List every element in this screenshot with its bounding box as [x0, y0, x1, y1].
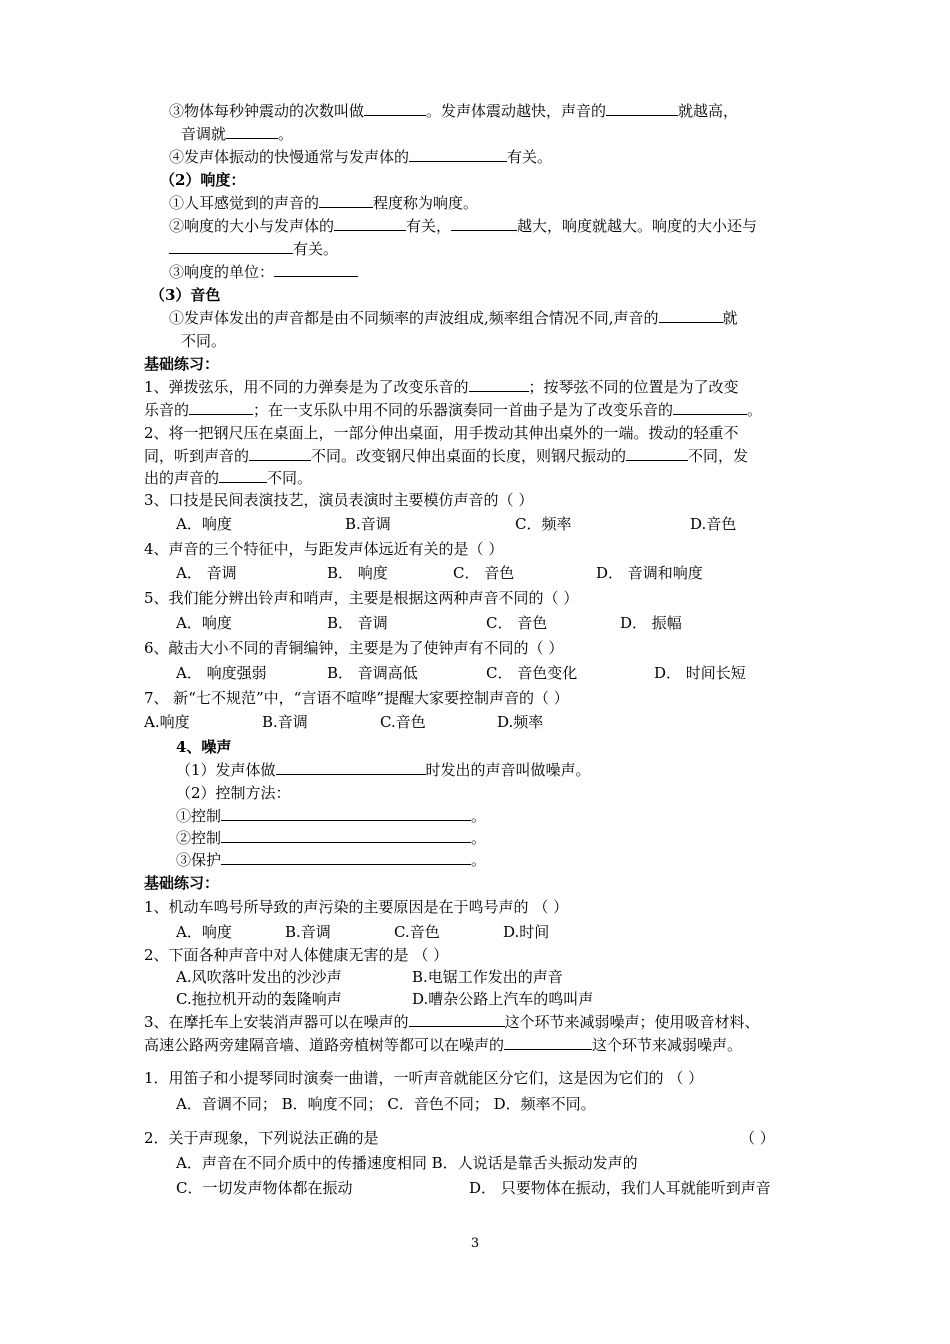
question-3 — [144, 1011, 760, 1033]
blank[interactable] — [334, 215, 406, 231]
timbre-line-1 — [169, 307, 738, 329]
pitch-line-1 — [169, 100, 738, 122]
option[interactable]: D． 只要物体在振动，我们人耳就能听到声音 — [469, 1179, 771, 1197]
blank[interactable] — [626, 445, 688, 461]
noise-control-2 — [176, 827, 486, 849]
blank[interactable] — [409, 146, 507, 162]
text: 3、在摩托车上安装消声器可以在噪声的 — [144, 1013, 409, 1031]
text: （1）发声体做 — [176, 761, 276, 779]
text: 时发出的声音叫做噪声。 — [425, 761, 591, 779]
blank[interactable] — [221, 805, 471, 821]
option[interactable]: A．响度 — [176, 515, 232, 533]
text: 乐音的 — [144, 401, 190, 419]
blank[interactable] — [659, 307, 723, 323]
option[interactable]: B.音调 — [285, 923, 331, 941]
text: 。 — [278, 125, 294, 143]
blank[interactable] — [274, 261, 358, 277]
question-7: 7、 新“七不规范”中，“言语不喧哗”提醒大家要控制声音的（ ） — [144, 689, 569, 707]
option[interactable]: B． 音调 — [327, 614, 388, 632]
text: ①人耳感觉到的声音的 — [169, 194, 320, 212]
exercise-title: 基础练习： — [144, 874, 220, 892]
text: 。 — [747, 401, 763, 419]
text: ①控制 — [176, 807, 222, 825]
text: 越大，响度就越大。响度的大小还与 — [517, 217, 758, 235]
option-row[interactable]: A．音调不同； B．响度不同； C．音色不同； D．频率不同。 — [176, 1095, 596, 1113]
text: 不同，发 — [688, 447, 749, 465]
text: 有关。 — [507, 148, 553, 166]
option[interactable]: D． 时间长短 — [654, 664, 746, 682]
blank[interactable] — [409, 1011, 505, 1027]
blank[interactable] — [469, 376, 529, 392]
loudness-line-4 — [169, 261, 358, 283]
option[interactable]: A． 响度强弱 — [176, 664, 267, 682]
page-number: 3 — [470, 1236, 480, 1251]
question-1 — [144, 376, 739, 398]
text: ②控制 — [176, 829, 222, 847]
pitch-line-3 — [169, 146, 552, 168]
text: 1、弹拨弦乐，用不同的力弹奏是为了改变乐音的 — [144, 378, 469, 396]
blank[interactable] — [221, 849, 471, 865]
blank[interactable] — [606, 100, 678, 116]
blank[interactable] — [319, 192, 373, 208]
noise-line-2: （2）控制方法： — [176, 784, 291, 802]
option[interactable]: A． 音调 — [176, 564, 237, 582]
text: 高速公路两旁建隔音墙、道路旁植树等都可以在噪声的 — [144, 1036, 505, 1054]
loudness-line-2 — [169, 215, 757, 237]
timbre-line-2: 不同。 — [181, 332, 227, 350]
option[interactable]: C． 音色变化 — [486, 664, 578, 682]
blank[interactable] — [364, 100, 426, 116]
text: 同，听到声音的 — [144, 447, 250, 465]
loudness-line-3 — [169, 238, 338, 260]
option[interactable]: C． 音色 — [486, 614, 548, 632]
question-1: 1．用笛子和小提琴同时演奏一曲谱，一听声音就能区分它们，这是因为它们的 （ ） — [144, 1069, 704, 1087]
blank[interactable] — [226, 123, 278, 139]
text: 这个环节来减弱噪声；使用吸音材料、 — [504, 1013, 760, 1031]
heading-timbre: （3）音色 — [150, 286, 221, 304]
blank[interactable] — [451, 215, 517, 231]
question-2-cont — [144, 445, 748, 467]
question-2: 2、下面各种声音中对人体健康无害的是 （ ） — [144, 946, 449, 964]
blank[interactable] — [221, 827, 471, 843]
text: 有关。 — [293, 240, 339, 258]
text: 不同。 — [267, 469, 313, 487]
text: 这个环节来减弱噪声。 — [592, 1036, 743, 1054]
option[interactable]: A.响度 — [144, 713, 190, 731]
noise-control-1 — [176, 805, 486, 827]
pitch-line-2 — [181, 123, 293, 145]
text: 有关， — [406, 217, 452, 235]
text: ③保护 — [176, 851, 222, 869]
loudness-line-1 — [169, 192, 478, 214]
option[interactable]: C.音色 — [394, 923, 440, 941]
blank[interactable] — [189, 399, 253, 415]
blank[interactable] — [249, 445, 311, 461]
option[interactable]: C.音色 — [380, 713, 426, 731]
text: 程度称为响度。 — [373, 194, 479, 212]
blank[interactable] — [673, 399, 747, 415]
option[interactable]: D.嘈杂公路上汽车的鸣叫声 — [412, 990, 594, 1008]
exercise-title: 基础练习： — [144, 355, 220, 373]
option[interactable]: B.音调 — [262, 713, 308, 731]
blank[interactable] — [169, 238, 293, 254]
blank[interactable] — [276, 759, 426, 775]
text: 。 — [471, 851, 487, 869]
question-5: 5、我们能分辨出铃声和哨声，主要是根据这两种声音不同的（ ） — [144, 589, 579, 607]
question-1: 1、机动车鸣号所导致的声污染的主要原因是在于鸣号声的 （ ） — [144, 898, 569, 916]
text: 。 — [471, 807, 487, 825]
option[interactable]: D． 振幅 — [620, 614, 682, 632]
question-3: 3、口技是民间表演技艺，演员表演时主要模仿声音的（ ） — [144, 491, 534, 509]
text: ④发声体振动的快慢通常与发声体的 — [169, 148, 410, 166]
text: ③响度的单位： — [169, 263, 275, 281]
question-6: 6、敲击大小不同的青铜编钟，主要是为了使钟声有不同的（ ） — [144, 639, 564, 657]
question-2: 2、将一把钢尺压在桌面上，一部分伸出桌面，用手拨动其伸出桌外的一端。拨动的轻重不 — [144, 424, 739, 442]
text: ①发声体发出的声音都是由不同频率的声波组成,频率组合情况不同,声音的 — [169, 309, 659, 327]
text: 音调就 — [181, 125, 227, 143]
option[interactable]: B.电锯工作发出的声音 — [412, 968, 563, 986]
option[interactable]: C． 音色 — [453, 564, 515, 582]
question-2-cont2 — [144, 467, 312, 489]
option[interactable]: A．响度 — [176, 923, 232, 941]
text: ；在一支乐队中用不同的乐器演奏同一首曲子是为了改变乐音的 — [253, 401, 674, 419]
text: ③物体每秒钟震动的次数叫做 — [169, 102, 365, 120]
noise-line-1 — [176, 759, 591, 781]
option[interactable]: C．频率 — [515, 515, 572, 533]
text: 不同。改变钢尺伸出桌面的长度，则钢尺振动的 — [311, 447, 627, 465]
option[interactable]: D． 音调和响度 — [596, 564, 703, 582]
option[interactable]: B.音调 — [345, 515, 391, 533]
text: ；按琴弦不同的位置是为了改变 — [528, 378, 739, 396]
heading-loudness: （2）响度： — [160, 171, 246, 189]
noise-control-3 — [176, 849, 486, 871]
question-4: 4、声音的三个特征中，与距发声体远近有关的是（ ） — [144, 540, 504, 558]
text: ②响度的大小与发声体的 — [169, 217, 335, 235]
text: 出的声音的 — [144, 469, 220, 487]
text: 就 — [722, 309, 738, 327]
option-row[interactable]: A．声音在不同介质中的传播速度相同 B．人说话是靠舌头振动发声的 — [176, 1154, 638, 1172]
option[interactable]: A．响度 — [176, 614, 232, 632]
question-3-cont — [144, 1034, 742, 1056]
option[interactable]: C．一切发声物体都在振动 — [176, 1179, 353, 1197]
option[interactable]: B． 音调高低 — [327, 664, 418, 682]
option[interactable]: D.时间 — [503, 923, 550, 941]
option[interactable]: A.风吹落叶发出的沙沙声 — [176, 968, 342, 986]
blank[interactable] — [219, 467, 267, 483]
option[interactable]: D.音色 — [690, 515, 737, 533]
option[interactable]: C.拖拉机开动的轰隆响声 — [176, 990, 342, 1008]
question-1-cont — [144, 399, 762, 421]
option[interactable]: B． 响度 — [327, 564, 388, 582]
text: 。 — [471, 829, 487, 847]
heading-noise: 4、噪声 — [176, 738, 232, 756]
blank[interactable] — [504, 1034, 592, 1050]
answer-parentheses[interactable]: （ ） — [740, 1129, 775, 1147]
option[interactable]: D.频率 — [497, 713, 544, 731]
text: 。发声体震动越快，声音的 — [426, 102, 607, 120]
text: 就越高， — [678, 102, 739, 120]
question-2: 2．关于声现象，下列说法正确的是 — [144, 1129, 379, 1147]
